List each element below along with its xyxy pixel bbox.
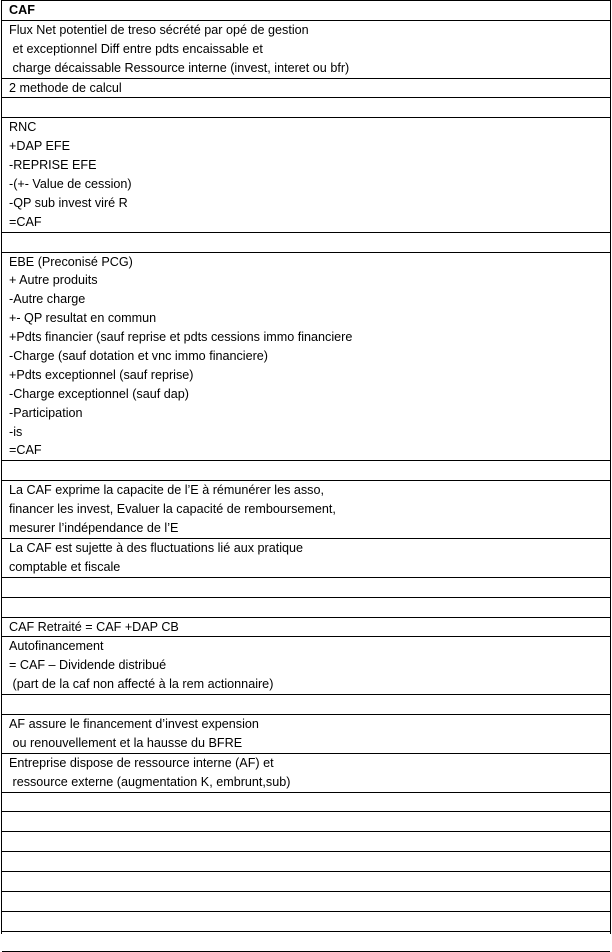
table-row — [2, 481, 610, 539]
empty-table-row — [2, 233, 610, 253]
empty-table-row — [2, 461, 610, 481]
cell-text-line: =CAF — [9, 443, 42, 458]
empty-table-row — [2, 832, 610, 852]
cell-text-line: -Charge (sauf dotation et vnc immo financiere) — [9, 349, 268, 364]
cell-text-line: La CAF exprime la capacite de l’E à rémunérer les asso, — [9, 483, 324, 498]
table-row — [2, 539, 610, 578]
empty-line — [9, 872, 610, 891]
cell-text-line: -Charge exceptionnel (sauf dap) — [9, 386, 189, 401]
cell-text-line: charge décaissable Ressource interne (invest, interet ou bfr) — [9, 60, 350, 75]
cell-text-line: AF assure le financement d’invest expension — [9, 716, 259, 731]
empty-line — [9, 892, 610, 911]
table-row — [2, 79, 610, 99]
empty-line — [9, 461, 610, 480]
empty-table-row — [2, 695, 610, 715]
cell-text-line: RNC — [9, 120, 37, 135]
cell-text-line: EBE (Preconisé PCG) — [9, 254, 133, 269]
cell-text-line: +Pdts exceptionnel (sauf reprise) — [9, 367, 194, 382]
cell-text-line: CAF Retraité = CAF +DAP CB — [9, 619, 179, 634]
cell-text-line: ou renouvellement et la hausse du BFRE — [9, 735, 243, 750]
cell-text-line: -(+- Value de cession) — [9, 177, 132, 192]
cell-text-line: Autofinancement — [9, 639, 104, 654]
empty-line — [9, 98, 610, 117]
empty-line — [9, 912, 610, 931]
cell-text-line: + Autre produits — [9, 273, 98, 288]
cell-text-line: +Pdts financier (sauf reprise et pdts cessions immo financiere — [9, 330, 353, 345]
cell-text-line: comptable et fiscale — [9, 559, 121, 574]
table-row — [2, 715, 610, 754]
empty-table-row — [2, 852, 610, 872]
cell-text-line: -QP sub invest viré R — [9, 195, 128, 210]
cell-text-line: La CAF est sujette à des fluctuations lié aux pratique — [9, 540, 304, 555]
empty-line — [9, 695, 610, 714]
table-row — [2, 754, 610, 793]
cell-text-line: et exceptionnel Diff entre pdts encaissable et — [9, 41, 263, 56]
table-row — [2, 21, 610, 79]
empty-table-row — [2, 598, 610, 618]
table-row — [2, 1, 610, 21]
cell-text-line: =CAF — [9, 214, 42, 229]
cell-text-line: +- QP resultat en commun — [9, 311, 157, 326]
table-row — [2, 253, 610, 462]
table-row — [2, 618, 610, 638]
empty-line — [9, 578, 610, 597]
cell-text-line: Flux Net potentiel de treso sécrété par opé de gestion — [9, 22, 309, 37]
table-row — [2, 118, 610, 232]
empty-line — [9, 598, 610, 617]
empty-table-row — [2, 912, 610, 932]
empty-line — [9, 852, 610, 871]
empty-table-row — [2, 793, 610, 813]
table-row — [2, 637, 610, 695]
cell-text-line: ressource externe (augmentation K, embrunt,sub) — [9, 774, 291, 789]
empty-line — [9, 793, 610, 812]
cell-text-line: -REPRISE EFE — [9, 158, 97, 173]
empty-table-row — [2, 872, 610, 892]
cell-text-line: 2 methode de calcul — [9, 80, 122, 95]
cell-text-line: (part de la caf non affecté à la rem actionnaire) — [9, 677, 274, 692]
cell-text-line: -is — [9, 424, 23, 439]
empty-table-row — [2, 892, 610, 912]
cell-text-line: mesurer l’indépendance de l’E — [9, 521, 179, 536]
cell-text-line: -Autre charge — [9, 292, 86, 307]
empty-line — [9, 812, 610, 831]
cell-text-line: financer les invest, Evaluer la capacité de remboursement, — [9, 502, 336, 517]
notes-table — [1, 0, 611, 934]
empty-table-row — [2, 98, 610, 118]
empty-line — [9, 832, 610, 851]
cell-text-line: +DAP EFE — [9, 139, 71, 154]
empty-line — [9, 233, 610, 252]
document-title: CAF — [9, 3, 35, 17]
cell-text-line: Entreprise dispose de ressource interne (AF) et — [9, 755, 274, 770]
cell-text-line: -Participation — [9, 405, 83, 420]
empty-table-row — [2, 812, 610, 832]
empty-table-row — [2, 578, 610, 598]
cell-text-line: = CAF – Dividende distribué — [9, 658, 167, 673]
